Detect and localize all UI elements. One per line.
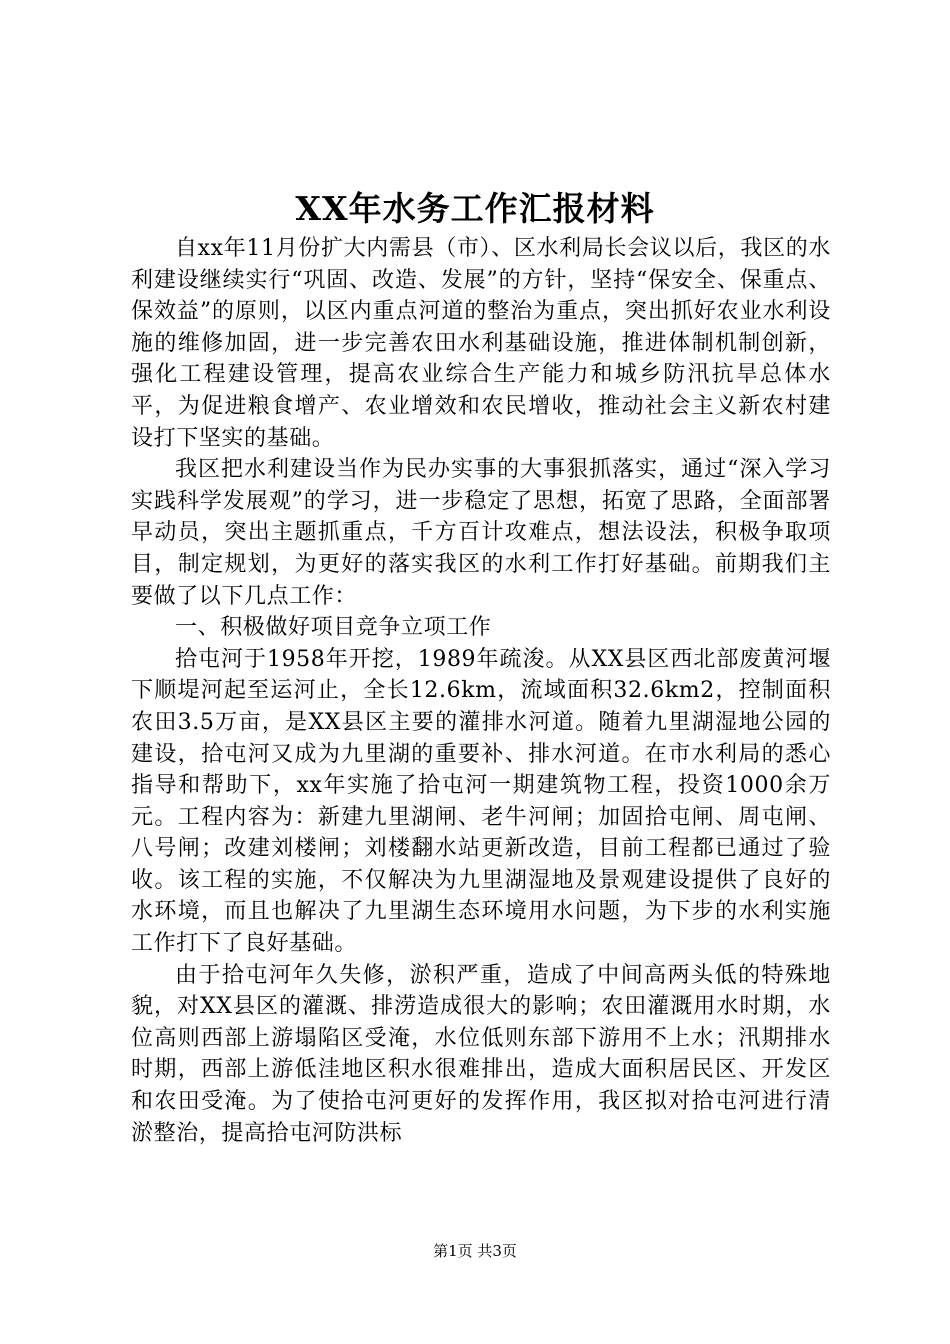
document-body <box>131 233 831 1149</box>
paragraph-work-overview: 我区把水利建设当作为民办实事的大事狠抓落实，通过“深入学习实践科学发展观”的学习，进一步稳定了思想，拓宽了思路，全面部署早动员，突出主题抓重点，千方百计攻难点，想法设法，积极争取项目，制定规划，为更好的落实我区的水利工作打好基础。前期我们主要做了以下几点工作： <box>131 457 831 609</box>
section-heading-1: 一、积极做好项目竞争立项工作 <box>175 615 492 641</box>
paragraph-silting: 由于拾屯河年久失修，淤积严重，造成了中间高两头低的特殊地貌，对XX县区的灌溉、排涝造成很大的影响；农田灌溉用水时期，水位高则西部上游塌陷区受淹，水位低则东部下游用不上水；汛期排水时期，西部上游低洼地区积水很难排出，造成大面积居民区、开发区和农田受淹。为了使拾屯河更好的发挥作用，我区拟对拾屯河进行清淤整治，提高拾屯河防洪标 <box>131 962 831 1146</box>
paragraph-shitun-river: 拾屯河于1958年开挖，1989年疏浚。从XX县区西北部废黄河堰下顺堤河起至运河止，全长12.6km，流域面积32.6km2，控制面积农田3.5万亩，是XX县区主要的灌排水河道。随着九里湖湿地公园的建设，拾屯河又成为九里湖的重要补、排水河道。在市水利局的悉心指导和帮助下，xx年实施了拾屯河一期建筑物工程，投资1000余万元。工程内容为：新建九里湖闸、老牛河闸；加固拾屯闸、周屯闸、八号闸；改建刘楼闸；刘楼翻水站更新改造，目前工程都已通过了验收。该工程的实施，不仅解决为九里湖湿地及景观建设提供了良好的水环境，而且也解决了九里湖生态环境用水问题，为下步的水利实施工作打下了良好基础。 <box>131 646 831 957</box>
paragraph-intro: 自xx年11月份扩大内需县（市）、区水利局长会议以后，我区的水利建设继续实行“巩固、改造、发展”的方针，坚持“保安全、保重点、保效益”的原则，以区内重点河道的整治为重点，突出抓好农业水利设施的维修加固，进一步完善农田水利基础设施，推进体制机制创新，强化工程建设管理，提高农业综合生产能力和城乡防汛抗旱总体水平，为促进粮食增产、农业增效和农民增收，推动社会主义新农村建设打下坚实的基础。 <box>131 236 831 451</box>
document-title: XX年水务工作汇报材料 <box>295 189 655 228</box>
page-footer: 第1页 共3页 <box>433 1242 517 1260</box>
